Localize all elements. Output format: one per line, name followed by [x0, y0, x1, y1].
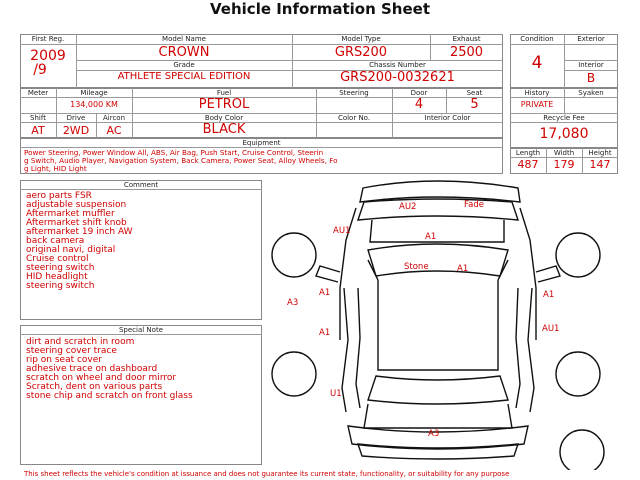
length: 487 — [517, 158, 539, 171]
damage-mark-stone: Stone — [404, 262, 429, 272]
recycle-fee-label: Recycle Fee — [543, 114, 585, 122]
special-note-item: scratch on wheel and door mirror — [26, 373, 177, 383]
model-type-label: Model Type — [341, 35, 381, 43]
special-note-item: steering cover trace — [26, 346, 117, 356]
comment-item: HID headlight — [26, 272, 88, 282]
comment-item: aero parts FSR — [26, 191, 92, 201]
damage-mark-fade: Fade — [464, 200, 484, 210]
model-name: CROWN — [158, 45, 210, 60]
damage-mark-a3-rear: A3 — [428, 429, 440, 439]
recycle-fee: 17,080 — [539, 126, 589, 142]
color-no-label: Color No. — [337, 114, 371, 122]
body-color: BLACK — [202, 122, 246, 137]
width-label: Width — [553, 149, 575, 157]
car-diagram — [268, 180, 638, 470]
aircon: AC — [106, 124, 122, 137]
drive: 2WD — [62, 124, 90, 137]
exhaust-label: Exhaust — [452, 35, 481, 43]
wheel-front-right — [556, 233, 600, 277]
damage-mark-a1-roof: A1 — [457, 264, 469, 274]
special-note-item: adhesive trace on dashboard — [26, 364, 158, 374]
comment-item: Aftermarket shift knob — [26, 218, 127, 228]
interior-grade: B — [586, 71, 596, 85]
mileage: 134,000 KM — [70, 100, 118, 109]
fuel-label: Fuel — [216, 89, 232, 97]
sheet-title: Vehicle Information Sheet — [210, 0, 430, 18]
damage-mark-a1-right-front-door: A1 — [543, 290, 555, 300]
equipment-line: g Light, HID Light — [24, 164, 87, 173]
first-reg-month: /9 — [33, 62, 47, 78]
chassis-number: GRS200-0032621 — [340, 70, 455, 85]
chassis-label: Chassis Number — [369, 61, 426, 69]
wheel-rear-left — [272, 352, 316, 396]
spare-tire — [560, 430, 604, 470]
equipment-line: Power Steering, Power Window All, ABS, Air Bag, Push Start, Cruise Control, Steerin — [24, 148, 324, 157]
history: PRIVATE — [520, 100, 554, 109]
shift: AT — [31, 124, 45, 137]
length-label: Length — [515, 149, 541, 157]
special-note-item: Scratch, dent on various parts — [26, 382, 163, 392]
fuel: PETROL — [198, 97, 250, 112]
comment-item: adjustable suspension — [26, 200, 127, 210]
comment-item: steering switch — [26, 281, 95, 291]
damage-mark-au1-right-rear: AU1 — [542, 324, 560, 334]
equipment-label: Equipment — [242, 139, 281, 147]
damage-mark-a1-windshield: A1 — [425, 232, 437, 242]
damage-mark-au2: AU2 — [399, 202, 417, 212]
wheel-rear-right — [556, 352, 600, 396]
wheel-front-left — [272, 233, 316, 277]
aircon-label: Aircon — [102, 114, 126, 122]
comment-label: Comment — [123, 181, 159, 189]
interior-label: Interior — [578, 61, 604, 69]
width: 179 — [553, 158, 575, 171]
height-label: Height — [588, 149, 612, 157]
body-color-label: Body Color — [204, 114, 244, 122]
comment-item: Cruise control — [26, 254, 89, 264]
comment-item: Aftermarket muffler — [26, 209, 115, 219]
first-reg-label: First Reg. — [31, 35, 65, 43]
exterior-label: Exterior — [577, 35, 605, 43]
drive-label: Drive — [66, 114, 86, 122]
mileage-label: Mileage — [80, 89, 108, 97]
equipment-line: g Switch, Audio Player, Navigation System, Back Camera, Power Seat, Alloy Wheels, Fo — [24, 156, 338, 165]
equipment-list — [24, 149, 502, 173]
damage-mark-a1-left-front-door: A1 — [319, 288, 331, 298]
syaken-label: Syaken — [578, 89, 604, 97]
history-label: History — [524, 89, 550, 97]
steering-label: Steering — [339, 89, 369, 97]
model-name-label: Model Name — [162, 35, 206, 43]
comment-list — [26, 192, 133, 291]
special-note-item: stone chip and scratch on front glass — [26, 391, 193, 401]
shift-label: Shift — [30, 114, 46, 122]
damage-mark-u1: U1 — [330, 389, 342, 399]
interior-color-label: Interior Color — [424, 114, 471, 122]
door-label: Door — [410, 89, 428, 97]
special-note-label: Special Note — [118, 326, 164, 334]
special-note-item: rip on seat cover — [26, 355, 102, 365]
comment-item: original navi, digital — [26, 245, 116, 255]
model-type: GRS200 — [334, 45, 388, 60]
damage-mark-a1-left-rear-door: A1 — [319, 328, 331, 338]
seat-label: Seat — [466, 89, 483, 97]
meter-label: Meter — [27, 89, 49, 97]
height: 147 — [589, 158, 611, 171]
seat: 5 — [470, 97, 479, 112]
disclaimer: This sheet reflects the vehicle's condition at issuance and does not guarantee its current state, functionality, or suitability for any purpose — [24, 470, 510, 478]
first-reg-year: 2009 — [30, 48, 66, 64]
door: 4 — [414, 97, 424, 112]
damage-mark-a3-left: A3 — [287, 298, 299, 308]
grade: ATHLETE SPECIAL EDITION — [117, 71, 251, 82]
comment-item: aftermarket 19 inch AW — [26, 227, 133, 237]
condition-label: Condition — [520, 35, 554, 43]
damage-mark-au1-front: AU1 — [333, 226, 351, 236]
special-note-list — [26, 338, 193, 401]
comment-item: back camera — [26, 236, 85, 246]
comment-item: steering switch — [26, 263, 95, 273]
special-note-item: dirt and scratch in room — [26, 337, 135, 347]
exhaust: 2500 — [449, 45, 484, 60]
condition-grade: 4 — [531, 53, 543, 73]
grade-label: Grade — [173, 61, 195, 69]
